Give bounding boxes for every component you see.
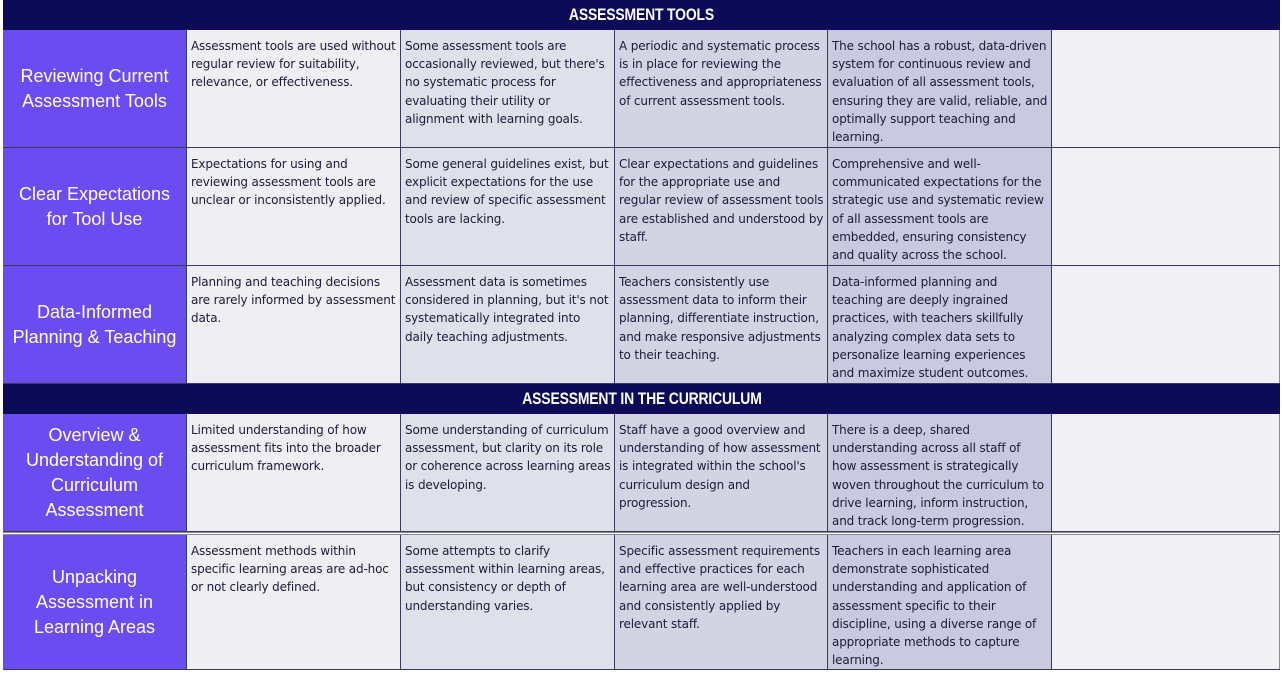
level-1-cell[interactable]: Assessment tools are used without regular review for suitability, relevance, or effectiveness. bbox=[187, 30, 401, 147]
row-label: Reviewing Current Assessment Tools bbox=[3, 30, 187, 147]
level-4-cell[interactable]: The school has a robust, data-driven system for continuous review and evaluation of all assessment tools, ensuring they are valid, reliable, and optimally support teaching and learning. bbox=[828, 30, 1052, 147]
level-2-cell[interactable]: Assessment data is sometimes considered in planning, but it's not systematically integrated into daily teaching adjustments. bbox=[401, 266, 615, 383]
table-row bbox=[3, 30, 1280, 148]
level-2-cell[interactable]: Some understanding of curriculum assessment, but clarity on its role or coherence across learning areas is developing. bbox=[401, 414, 615, 531]
section-header-assessment-in-curriculum bbox=[3, 384, 1280, 414]
level-1-cell[interactable]: Assessment methods within specific learning areas are ad-hoc or not clearly defined. bbox=[187, 535, 401, 669]
level-2-cell[interactable]: Some assessment tools are occasionally reviewed, but there's no systematic process for evaluating their utility or alignment with learning goals. bbox=[401, 30, 615, 147]
table-row bbox=[3, 266, 1280, 384]
section-title: ASSESSMENT TOOLS bbox=[568, 5, 715, 24]
level-1-cell[interactable]: Expectations for using and reviewing assessment tools are unclear or inconsistently applied. bbox=[187, 148, 401, 265]
level-5-cell[interactable] bbox=[1052, 266, 1280, 383]
level-3-cell[interactable]: Clear expectations and guidelines for the appropriate use and regular review of assessment tools are established and understood by staff. bbox=[615, 148, 828, 265]
level-4-cell[interactable]: Teachers in each learning area demonstrate sophisticated understanding and application of assessment specific to their discipline, using a diverse range of appropriate methods to capture learning. bbox=[828, 535, 1052, 669]
level-3-cell[interactable]: Staff have a good overview and understanding of how assessment is integrated within the school's curriculum design and progression. bbox=[615, 414, 828, 531]
level-3-cell[interactable]: Specific assessment requirements and effective practices for each learning area are well-understood and consistently applied by relevant staff. bbox=[615, 535, 828, 669]
row-label: Clear Expectations for Tool Use bbox=[3, 148, 187, 265]
level-4-cell[interactable]: Data-informed planning and teaching are deeply ingrained practices, with teachers skillfully analyzing complex data sets to personalize learning experiences and maximize student outcomes. bbox=[828, 266, 1052, 383]
level-1-cell[interactable]: Limited understanding of how assessment fits into the broader curriculum framework. bbox=[187, 414, 401, 531]
row-label: Overview & Understanding of Curriculum Assessment bbox=[3, 414, 187, 531]
rubric-table bbox=[3, 0, 1280, 670]
level-5-cell[interactable] bbox=[1052, 414, 1280, 531]
level-5-cell[interactable] bbox=[1052, 148, 1280, 265]
level-4-cell[interactable]: There is a deep, shared understanding across all staff of how assessment is strategically woven throughout the curriculum to drive learning, inform instruction, and track long-term progression. bbox=[828, 414, 1052, 531]
level-5-cell[interactable] bbox=[1052, 30, 1280, 147]
level-3-cell[interactable]: Teachers consistently use assessment data to inform their planning, differentiate instruction, and make responsive adjustments to their teaching. bbox=[615, 266, 828, 383]
table-row bbox=[3, 532, 1280, 670]
table-row bbox=[3, 414, 1280, 532]
row-label: Unpacking Assessment in Learning Areas bbox=[3, 535, 187, 669]
level-5-cell[interactable] bbox=[1052, 535, 1280, 669]
table-row bbox=[3, 148, 1280, 266]
level-1-cell[interactable]: Planning and teaching decisions are rarely informed by assessment data. bbox=[187, 266, 401, 383]
section-title: ASSESSMENT IN THE CURRICULUM bbox=[521, 389, 762, 408]
level-3-cell[interactable]: A periodic and systematic process is in place for reviewing the effectiveness and appropriateness of current assessment tools. bbox=[615, 30, 828, 147]
level-2-cell[interactable]: Some attempts to clarify assessment within learning areas, but consistency or depth of understanding varies. bbox=[401, 535, 615, 669]
section-header-assessment-tools bbox=[3, 0, 1280, 30]
level-2-cell[interactable]: Some general guidelines exist, but explicit expectations for the use and review of specific assessment tools are lacking. bbox=[401, 148, 615, 265]
row-label: Data-Informed Planning & Teaching bbox=[3, 266, 187, 383]
level-4-cell[interactable]: Comprehensive and well-communicated expectations for the strategic use and systematic review of all assessment tools are embedded, ensuring consistency and quality across the school. bbox=[828, 148, 1052, 265]
